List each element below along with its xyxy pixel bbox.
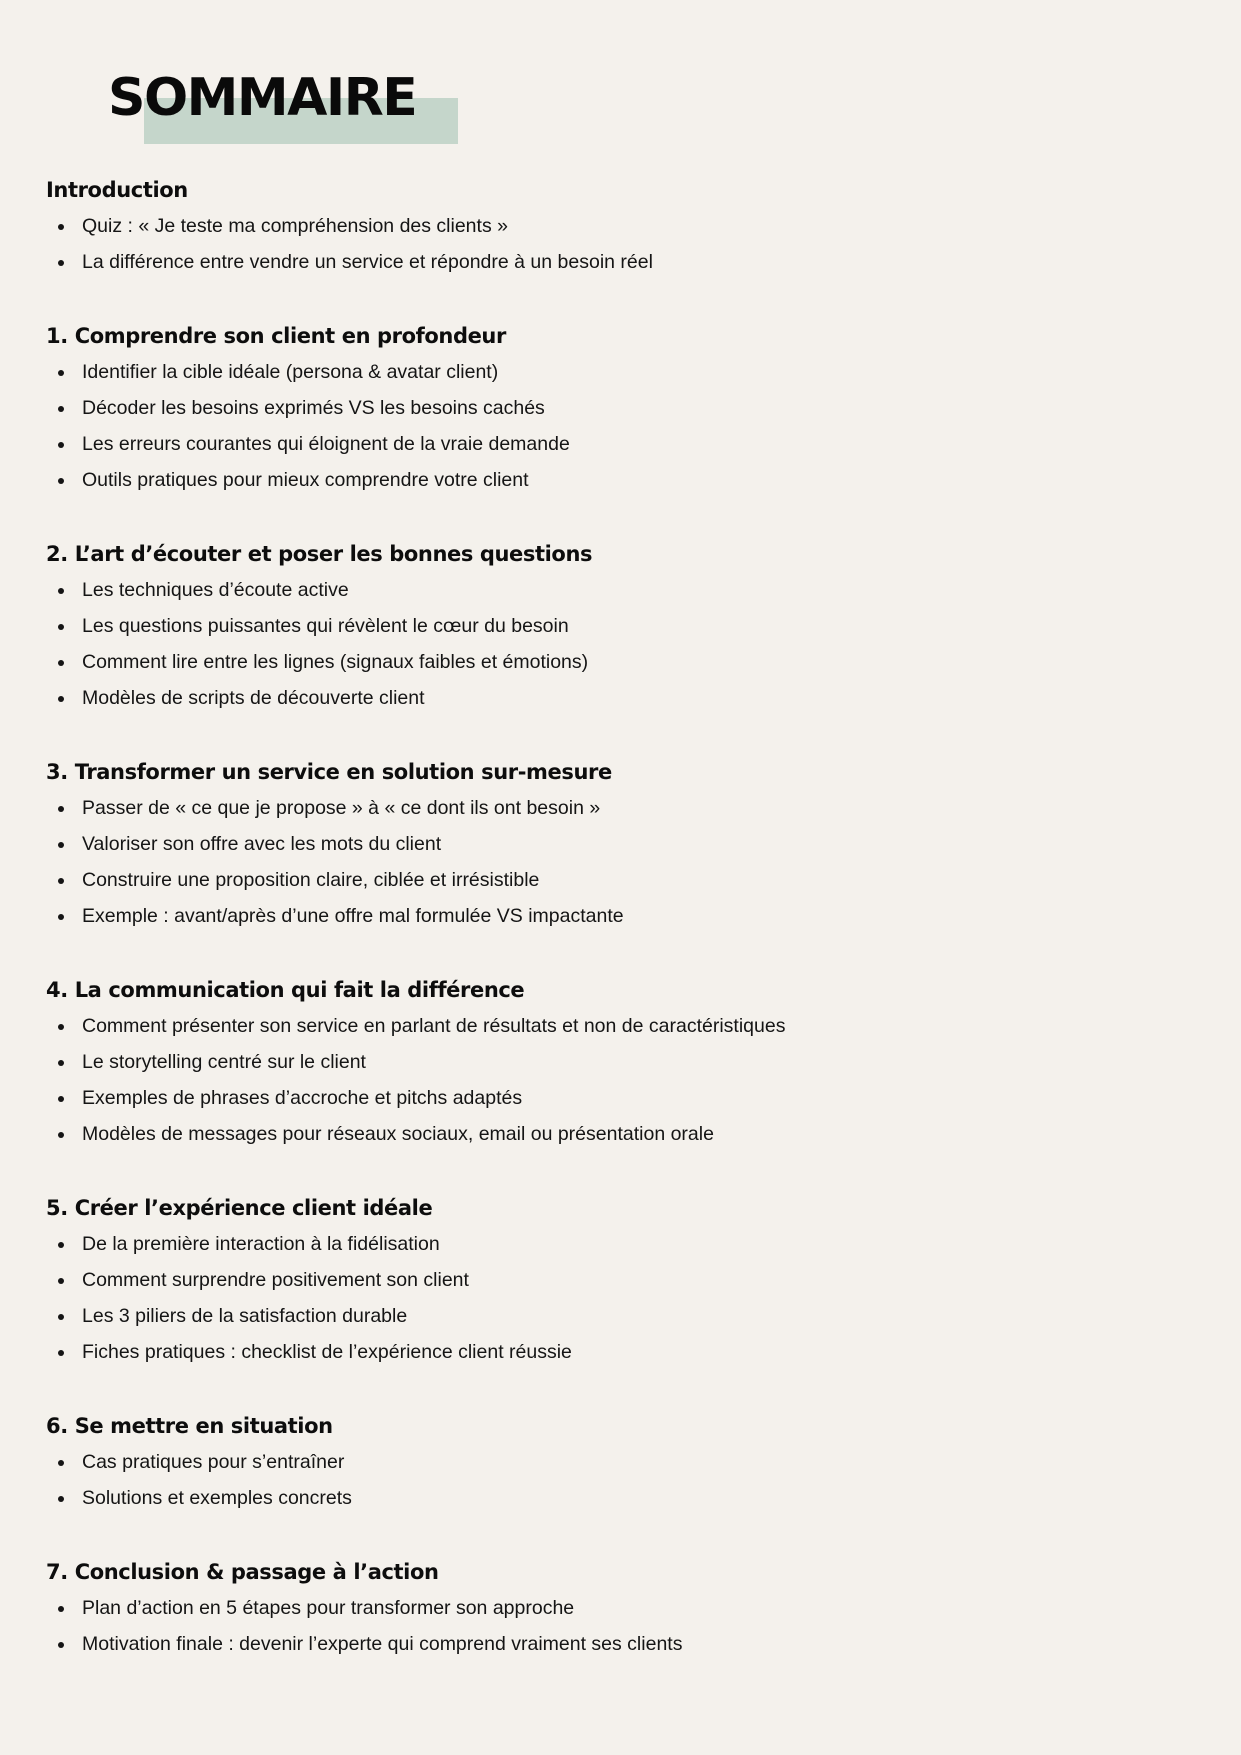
list-item-text: Identifier la cible idéale (persona & avatar client) bbox=[82, 361, 499, 383]
bullet-icon bbox=[58, 478, 64, 484]
section-heading: 5. Créer l’expérience client idéale bbox=[46, 1196, 433, 1220]
list-item-text: Cas pratiques pour s’entraîner bbox=[82, 1451, 345, 1473]
toc-section bbox=[46, 536, 1196, 716]
section-item-list bbox=[46, 572, 1196, 716]
toc-section bbox=[46, 972, 1196, 1152]
list-item-text: Les erreurs courantes qui éloignent de la vraie demande bbox=[82, 433, 570, 455]
list-item-text: Les questions puissantes qui révèlent le cœur du besoin bbox=[82, 615, 569, 637]
list-item bbox=[46, 680, 1196, 716]
list-item bbox=[46, 572, 1196, 608]
list-item bbox=[46, 790, 1196, 826]
bullet-icon bbox=[58, 442, 64, 448]
bullet-icon bbox=[58, 1606, 64, 1612]
list-item bbox=[46, 644, 1196, 680]
list-item bbox=[46, 898, 1196, 934]
bullet-icon bbox=[58, 588, 64, 594]
list-item bbox=[46, 354, 1196, 390]
list-item bbox=[46, 1590, 1196, 1626]
list-item bbox=[46, 1444, 1196, 1480]
list-item-text: Plan d’action en 5 étapes pour transformer son approche bbox=[82, 1597, 575, 1619]
list-item-text: Motivation finale : devenir l’experte qui comprend vraiment ses clients bbox=[82, 1633, 683, 1655]
bullet-icon bbox=[58, 624, 64, 630]
bullet-icon bbox=[58, 1314, 64, 1320]
list-item bbox=[46, 1334, 1196, 1370]
list-item bbox=[46, 244, 1196, 280]
section-item-list bbox=[46, 354, 1196, 498]
list-item bbox=[46, 1226, 1196, 1262]
bullet-icon bbox=[58, 1278, 64, 1284]
section-item-list bbox=[46, 1590, 1196, 1662]
list-item-text: La différence entre vendre un service et répondre à un besoin réel bbox=[82, 251, 653, 273]
list-item-text: Outils pratiques pour mieux comprendre votre client bbox=[82, 469, 529, 491]
bullet-icon bbox=[58, 1024, 64, 1030]
bullet-icon bbox=[58, 806, 64, 812]
list-item-text: Passer de « ce que je propose » à « ce dont ils ont besoin » bbox=[82, 797, 601, 819]
section-heading: 7. Conclusion & passage à l’action bbox=[46, 1560, 439, 1584]
section-heading: 3. Transformer un service en solution sur-mesure bbox=[46, 760, 612, 784]
toc-section bbox=[46, 754, 1196, 934]
list-item bbox=[46, 1298, 1196, 1334]
list-item bbox=[46, 208, 1196, 244]
list-item-text: Décoder les besoins exprimés VS les besoins cachés bbox=[82, 397, 545, 419]
list-item-text: Comment présenter son service en parlant de résultats et non de caractéristiques bbox=[82, 1015, 786, 1037]
table-of-contents bbox=[46, 172, 1196, 1700]
section-heading: 2. L’art d’écouter et poser les bonnes questions bbox=[46, 542, 593, 566]
list-item-text: Fiches pratiques : checklist de l’expérience client réussie bbox=[82, 1341, 572, 1363]
bullet-icon bbox=[58, 1460, 64, 1466]
bullet-icon bbox=[58, 1132, 64, 1138]
bullet-icon bbox=[58, 696, 64, 702]
list-item-text: Exemple : avant/après d’une offre mal formulée VS impactante bbox=[82, 905, 624, 927]
list-item bbox=[46, 862, 1196, 898]
list-item-text: Comment surprendre positivement son client bbox=[82, 1269, 469, 1291]
list-item-text: Les techniques d’écoute active bbox=[82, 579, 349, 601]
list-item-text: Comment lire entre les lignes (signaux faibles et émotions) bbox=[82, 651, 589, 673]
page-title: SOMMAIRE bbox=[108, 68, 417, 128]
list-item-text: Quiz : « Je teste ma compréhension des clients » bbox=[82, 215, 508, 237]
list-item-text: Modèles de scripts de découverte client bbox=[82, 687, 425, 709]
bullet-icon bbox=[58, 878, 64, 884]
toc-section bbox=[46, 318, 1196, 498]
section-item-list bbox=[46, 208, 1196, 280]
bullet-icon bbox=[58, 1350, 64, 1356]
bullet-icon bbox=[58, 660, 64, 666]
section-item-list bbox=[46, 1226, 1196, 1370]
list-item-text: Modèles de messages pour réseaux sociaux, email ou présentation orale bbox=[82, 1123, 714, 1145]
list-item-text: Exemples de phrases d’accroche et pitchs adaptés bbox=[82, 1087, 523, 1109]
list-item-text: De la première interaction à la fidélisation bbox=[82, 1233, 440, 1255]
bullet-icon bbox=[58, 1096, 64, 1102]
list-item-text: Les 3 piliers de la satisfaction durable bbox=[82, 1305, 408, 1327]
section-heading: 1. Comprendre son client en profondeur bbox=[46, 324, 506, 348]
section-heading: 6. Se mettre en situation bbox=[46, 1414, 333, 1438]
bullet-icon bbox=[58, 1496, 64, 1502]
bullet-icon bbox=[58, 224, 64, 230]
list-item bbox=[46, 1626, 1196, 1662]
list-item bbox=[46, 1008, 1196, 1044]
section-heading: 4. La communication qui fait la différence bbox=[46, 978, 525, 1002]
list-item bbox=[46, 1044, 1196, 1080]
list-item bbox=[46, 426, 1196, 462]
list-item-text: Solutions et exemples concrets bbox=[82, 1487, 352, 1509]
list-item-text: Valoriser son offre avec les mots du client bbox=[82, 833, 442, 855]
title-block bbox=[108, 66, 468, 146]
list-item bbox=[46, 462, 1196, 498]
section-item-list bbox=[46, 1008, 1196, 1152]
list-item bbox=[46, 1080, 1196, 1116]
bullet-icon bbox=[58, 1642, 64, 1648]
toc-section bbox=[46, 1190, 1196, 1370]
bullet-icon bbox=[58, 406, 64, 412]
bullet-icon bbox=[58, 914, 64, 920]
toc-section bbox=[46, 1408, 1196, 1516]
bullet-icon bbox=[58, 370, 64, 376]
list-item bbox=[46, 1262, 1196, 1298]
list-item bbox=[46, 390, 1196, 426]
list-item bbox=[46, 608, 1196, 644]
bullet-icon bbox=[58, 260, 64, 266]
bullet-icon bbox=[58, 842, 64, 848]
toc-section bbox=[46, 172, 1196, 280]
list-item bbox=[46, 826, 1196, 862]
bullet-icon bbox=[58, 1060, 64, 1066]
section-item-list bbox=[46, 1444, 1196, 1516]
section-heading: Introduction bbox=[46, 178, 188, 202]
bullet-icon bbox=[58, 1242, 64, 1248]
list-item bbox=[46, 1480, 1196, 1516]
list-item-text: Construire une proposition claire, ciblée et irrésistible bbox=[82, 869, 540, 891]
list-item-text: Le storytelling centré sur le client bbox=[82, 1051, 366, 1073]
toc-section bbox=[46, 1554, 1196, 1662]
section-item-list bbox=[46, 790, 1196, 934]
list-item bbox=[46, 1116, 1196, 1152]
